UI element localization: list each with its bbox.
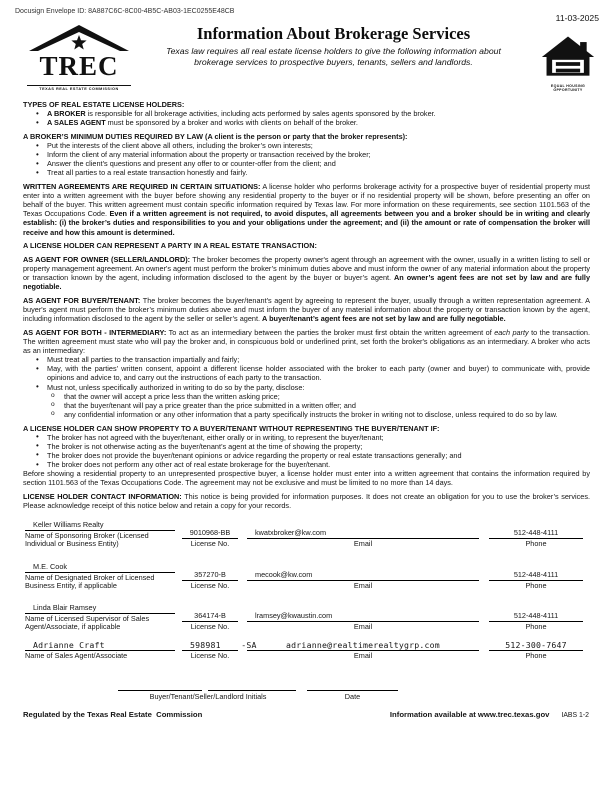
- license-no-label: License No.: [190, 539, 230, 549]
- section-heading-show-property: A LICENSE HOLDER CAN SHOW PROPERTY TO A BUYER/TENANT WITHOUT REPRESENTING THE BUYER/TENANT IF:: [23, 423, 440, 433]
- list-item: • A SALES AGENT must be sponsored by a broker and works with clients on behalf of the broker.: [23, 118, 590, 127]
- trec-house-star-icon: [27, 23, 131, 79]
- show-property-list: [23, 433, 590, 469]
- form-code: IABS 1-2: [561, 711, 589, 719]
- title-block: [131, 23, 536, 69]
- supervisor-email-value: lramsey@kwaustin.com: [247, 611, 479, 622]
- trec-logo: [27, 23, 131, 91]
- contact-info-paragraph: LICENSE HOLDER CONTACT INFORMATION: This notice is being provided for information purposes. It does not create an obligation for you to use the broker’s services. Please acknowledge receipt of this notice below and retain a copy for your records.: [23, 491, 591, 511]
- sponsoring-broker-name-label: Name of Sponsoring Broker (Licensed Individual or Business Entity): [25, 531, 149, 549]
- sponsoring-broker-email-value: kwatxbroker@kw.com: [247, 528, 479, 539]
- list-item: • A BROKER is responsible for all brokerage activities, including acts performed by sales agents sponsored by the broker.: [23, 109, 590, 118]
- designated-broker-email-value: mecook@kw.com: [247, 570, 479, 581]
- license-no-label: License No.: [190, 580, 230, 590]
- page-subtitle: Texas law requires all real estate license holders to give the following information about brokerage services to prospective buyers, tenants, sellers and landlords.: [166, 46, 501, 68]
- intermediary-list: [23, 355, 590, 391]
- list-item: • Inform the client of any material information about the property or transaction received by the broker;: [23, 150, 590, 159]
- trec-caption: TEXAS REAL ESTATE COMMISSION: [27, 85, 131, 91]
- email-label: Email: [353, 580, 373, 590]
- section-heading-represent: A LICENSE HOLDER CAN REPRESENT A PARTY IN A REAL ESTATE TRANSACTION:: [23, 241, 317, 251]
- table-row-sponsoring-broker: [23, 520, 590, 548]
- designated-broker-license-value: 357270-B: [182, 570, 238, 581]
- list-item: • The broker has not agreed with the buyer/tenant, either orally or in writing, to represent the buyer/tenant;: [23, 433, 590, 442]
- email-label: Email: [353, 651, 373, 661]
- form-body: [23, 100, 590, 720]
- sales-agent-name-label: Name of Sales Agent/Associate: [25, 651, 128, 661]
- contact-table: [23, 520, 590, 660]
- list-item: • May, with the parties' written consent, appoint a different license holder associated with the broker to each party (owner and buyer) to communicate with, provide opinions and advice to, and carry out the instructions of each party to the transaction.: [23, 364, 590, 382]
- sponsoring-broker-name-value: Keller Williams Realty: [25, 520, 175, 531]
- intermediary-paragraph: AS AGENT FOR BOTH - INTERMEDIARY: To act as an intermediary between the parties the broker must first obtain the written agreement of each party to the transaction. The written agreement must state who will pay the broker and, in conspicuous bold or underlined print, set forth the broker's obligations as an intermediary. A broker who acts as an intermediary:: [23, 327, 590, 356]
- table-row-supervisor: [23, 603, 590, 631]
- intermediary-sublist: [23, 392, 590, 419]
- section-heading-types: TYPES OF REAL ESTATE LICENSE HOLDERS:: [23, 99, 185, 109]
- section-heading-duties: A BROKER’S MINIMUM DUTIES REQUIRED BY LAW (A client is the person or party that the broker represents):: [23, 131, 408, 141]
- supervisor-name-value: Linda Blair Ramsey: [25, 603, 175, 614]
- designated-broker-name-label: Name of Designated Broker of Licensed Business Entity, if applicable: [25, 572, 155, 590]
- signature-labels: [23, 692, 590, 701]
- show-property-after-paragraph: Before showing a residential property to an unrepresented prospective buyer, a license holder must enter into a written agreement that contains the information required by section 1101.563 of the Texas Occupations Code. The agreement may not be exclusive and must be limited to no more than 14 days.: [23, 469, 590, 488]
- supervisor-phone-value: 512-448-4111: [489, 611, 583, 622]
- date-line[interactable]: [307, 680, 398, 691]
- supervisor-name-label: Name of Licensed Supervisor of Sales Agent/Associate, if applicable: [25, 613, 150, 632]
- page-title: Information About Brokerage Services: [196, 24, 471, 43]
- signature-lines: [23, 680, 590, 691]
- license-no-label: License No.: [190, 651, 230, 661]
- sales-agent-email-field[interactable]: adrianne@realtimerealtygrp.com: [247, 640, 479, 651]
- designated-broker-name-value: M.E. Cook: [25, 562, 175, 573]
- list-item: • The broker does not perform any other act of real estate brokerage for the buyer/tenant.: [23, 460, 590, 469]
- svg-text:TREC: TREC: [39, 51, 119, 79]
- agent-for-owner-paragraph: AS AGENT FOR OWNER (SELLER/LANDLORD): The broker becomes the property owner's agent through an agreement with the owner, usually in a written listing to sell or property management agreement. An owner's agent must perform the broker’s minimum duties above and must inform the owner of any material information about the property or transaction known by the agent, including information disclosed to the agent by the buyer or buyer’s agent. An owner’s agent fees are not set by law and are fully negotiable.: [23, 254, 590, 292]
- sales-agent-phone-field[interactable]: 512-300-7647: [489, 640, 583, 651]
- initials-label: Buyer/Tenant/Seller/Landlord Initials: [149, 691, 267, 701]
- phone-label: Phone: [525, 651, 547, 661]
- table-row-designated-broker: [23, 562, 590, 590]
- sponsoring-broker-phone-value: 512-448-4111: [489, 528, 583, 539]
- types-list: [23, 109, 590, 127]
- supervisor-license-value: 364174-B: [182, 611, 238, 622]
- list-item: • The broker is not otherwise acting as the buyer/tenant’s agent at the time of showing the property;: [23, 442, 590, 451]
- eho-caption-line1: EQUAL HOUSING: [550, 84, 586, 88]
- sales-agent-name-field[interactable]: Adrianne Craft: [25, 640, 175, 651]
- designated-broker-phone-value: 512-448-4111: [489, 570, 583, 581]
- email-label: Email: [353, 539, 373, 549]
- sponsoring-broker-license-value: 9010968-BB: [182, 528, 238, 539]
- list-item: • Must treat all parties to the transaction impartially and fairly;: [23, 355, 590, 364]
- agent-for-buyer-paragraph: AS AGENT FOR BUYER/TENANT: The broker becomes the buyer/tenant's agent by agreeing to represent the buyer, usually through a written representation agreement. A buyer's agent must perform the broker’s minimum duties above and must inform the buyer of any material information about the property or transaction known by the agent, including information disclosed to the agent by the seller or seller’s agent. A buyer/tenant’s agent fees are not set by law and are fully negotiable.: [23, 296, 591, 324]
- list-item: • The broker does not provide the buyer/tenant opinions or advice regarding the property or real estate transactions generally; and: [23, 451, 590, 460]
- phone-label: Phone: [525, 580, 547, 590]
- list-item: • Must not, unless specifically authorized in writing to do so by the party, disclose:: [23, 383, 590, 392]
- list-item: • Put the interests of the client above all others, including the broker’s own interests;: [23, 141, 590, 150]
- regulated-by-text: Regulated by the Texas Real Estate Commission: [23, 709, 203, 719]
- equal-housing-house-icon: [540, 35, 596, 79]
- sales-agent-license-field[interactable]: 598981 -SA: [182, 640, 238, 651]
- list-item: • Treat all parties to a real estate transaction honestly and fairly.: [23, 168, 590, 177]
- list-item: o any confidential information or any other information that a party specifically instructs the broker in writing not to disclose, unless required to do so by law.: [23, 410, 590, 419]
- phone-label: Phone: [525, 539, 547, 549]
- date-stamp: 11-03-2025: [555, 13, 599, 23]
- phone-label: Phone: [525, 622, 547, 632]
- form-footer: [23, 710, 590, 721]
- initials-line-1[interactable]: [118, 680, 202, 691]
- equal-housing-logo: [536, 35, 600, 93]
- eho-caption-line2: OPPORTUNITY: [553, 88, 583, 93]
- table-row-sales-agent: [23, 640, 590, 660]
- duties-list: [23, 141, 590, 177]
- license-no-label: License No.: [190, 622, 230, 632]
- docusign-envelope-id: Docusign Envelope ID: 8A887C6C-8C00-4B5C-AB03-1EC0255E48CB: [15, 8, 235, 15]
- initials-line-2[interactable]: [208, 680, 296, 691]
- info-available-link: Information available at www.trec.texas.gov: [389, 709, 550, 719]
- email-label: Email: [353, 622, 373, 632]
- list-item: o that the owner will accept a price less than the written asking price;: [23, 392, 590, 401]
- list-item: • Answer the client’s questions and present any offer to or counter-offer from the client; and: [23, 159, 590, 168]
- date-label: Date: [344, 691, 361, 701]
- written-agreements-paragraph: WRITTEN AGREEMENTS ARE REQUIRED IN CERTAIN SITUATIONS: A license holder who performs brokerage activity for a prospective buyer of residential property must enter into a written agreement with the buyer before showing any residential property to the buyer or if no residential property will be shown, before presenting an offer on behalf of the buyer. This written agreement must contain specific information required by Texas law. For more information on these requirements, see section 1101.563 of the Texas Occupations Code. Even if a written agreement is not required, to avoid disputes, all agreements between you and a broker should be in writing and clearly establish: (i) the broker’s duties and responsibilities to you and your obligations under the agreement; and (ii) the amount or rate of compensation the broker will receive and how this amount is determined.: [23, 182, 590, 237]
- form-header: [27, 23, 600, 93]
- list-item: o that the buyer/tenant will pay a price greater than the price submitted in a written offer; and: [23, 401, 590, 410]
